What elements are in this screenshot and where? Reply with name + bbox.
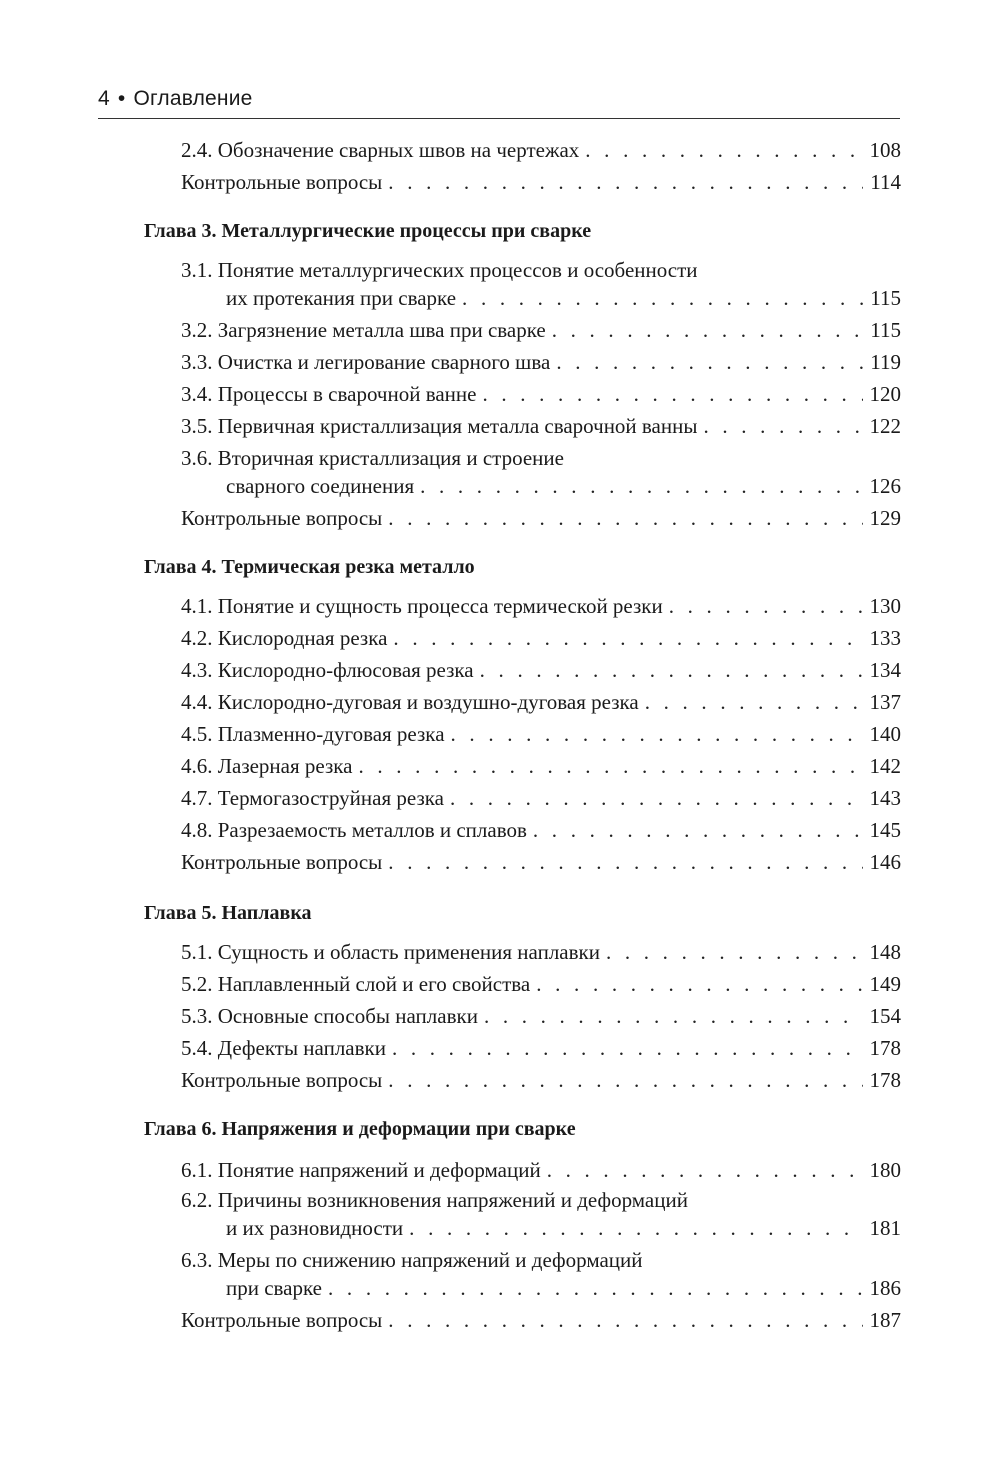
toc-entry-text: 5.4. Дефекты наплавки xyxy=(181,1036,386,1060)
chapter-heading[interactable]: Глава 3. Металлургические процессы при сварке xyxy=(144,220,592,242)
toc-entry-page: 115 xyxy=(870,318,901,342)
toc-leader-dots xyxy=(388,1066,863,1094)
toc-leader-dots xyxy=(462,284,863,312)
toc-leader-dots xyxy=(536,970,863,998)
toc-entry[interactable] xyxy=(181,316,901,344)
toc-entry-page: 142 xyxy=(869,754,901,778)
toc-entry[interactable] xyxy=(181,816,901,844)
toc-entry-text-continued: сварного соединения xyxy=(226,474,415,498)
toc-entry[interactable] xyxy=(181,136,901,164)
header-separator: • xyxy=(117,87,126,110)
toc-entry[interactable] xyxy=(181,784,901,812)
toc-leader-dots xyxy=(547,1156,863,1184)
toc-entry-text: 4.7. Термогазоструйная резка xyxy=(181,786,444,810)
toc-entry[interactable] xyxy=(181,970,901,998)
toc-entry-text: 6.2. Причины возникновения напряжений и деформаций xyxy=(181,1188,688,1212)
toc-entry-text: 5.3. Основные способы наплавки xyxy=(181,1004,478,1028)
toc-entry-text-continued: их протекания при сварке xyxy=(226,286,457,310)
header-title: Оглавление xyxy=(133,87,253,110)
toc-entry-text: Контрольные вопросы xyxy=(181,1068,383,1092)
toc-entry-text-continued: при сварке xyxy=(226,1276,323,1300)
toc-leader-dots xyxy=(388,168,863,196)
toc-entry-page: 154 xyxy=(869,1004,901,1028)
toc-entry-text: 2.4. Обозначение сварных швов на чертежах xyxy=(181,138,580,162)
toc-entry-text: 4.2. Кислородная резка xyxy=(181,626,388,650)
toc-leader-dots xyxy=(409,1214,863,1242)
toc-entry-text: 3.1. Понятие металлургических процессов и особенности xyxy=(181,258,698,282)
toc-leader-dots xyxy=(450,784,863,812)
toc-leader-dots xyxy=(388,1306,863,1334)
toc-entry[interactable] xyxy=(181,380,901,408)
toc-entry[interactable] xyxy=(181,848,901,876)
toc-entry[interactable] xyxy=(181,624,901,652)
toc-leader-dots xyxy=(556,348,863,376)
toc-leader-dots xyxy=(328,1274,863,1302)
toc-entry-text: 6.1. Понятие напряжений и деформаций xyxy=(181,1158,541,1182)
toc-entry-page: 181 xyxy=(869,1216,901,1240)
toc-entry[interactable] xyxy=(181,1306,901,1334)
toc-entry[interactable] xyxy=(181,444,901,500)
toc-entry-text: 3.2. Загрязнение металла шва при сварке xyxy=(181,318,546,342)
toc-entry[interactable] xyxy=(181,1002,901,1030)
toc-entry-text: 4.6. Лазерная резка xyxy=(181,754,353,778)
toc-entry[interactable] xyxy=(181,168,901,196)
toc-entry-page: 148 xyxy=(869,940,901,964)
toc-entry[interactable] xyxy=(181,1156,901,1184)
toc-leader-dots xyxy=(484,1002,863,1030)
toc-leader-dots xyxy=(669,592,863,620)
toc-entry-text: 4.3. Кислородно-флюсовая резка xyxy=(181,658,474,682)
toc-entry-page: 145 xyxy=(869,818,901,842)
toc-entry-page: 186 xyxy=(869,1276,901,1300)
toc-entry-text: 6.3. Меры по снижению напряжений и деформаций xyxy=(181,1248,643,1272)
toc-entry-page: 119 xyxy=(870,350,901,374)
toc-leader-dots xyxy=(393,624,863,652)
toc-entry-text: Контрольные вопросы xyxy=(181,850,383,874)
toc-entry-page: 122 xyxy=(869,414,901,438)
toc-entry[interactable] xyxy=(181,720,901,748)
toc-leader-dots xyxy=(482,380,863,408)
toc-entry-page: 130 xyxy=(869,594,901,618)
toc-entry-page: 114 xyxy=(870,170,901,194)
toc-entry-page: 129 xyxy=(869,506,901,530)
toc-entry-text: 3.5. Первичная кристаллизация металла сварочной ванны xyxy=(181,414,698,438)
toc-entry[interactable] xyxy=(181,412,901,440)
toc-entry-text: 3.3. Очистка и легирование сварного шва xyxy=(181,350,551,374)
toc-entry-page: 133 xyxy=(869,626,901,650)
toc-entry-text: Контрольные вопросы xyxy=(181,170,383,194)
toc-entry-text: 4.1. Понятие и сущность процесса термической резки xyxy=(181,594,663,618)
toc-entry[interactable] xyxy=(181,1066,901,1094)
toc-entry-text: 5.2. Наплавленный слой и его свойства xyxy=(181,972,531,996)
toc-entry-page: 180 xyxy=(869,1158,901,1182)
toc-leader-dots xyxy=(533,816,863,844)
toc-entry-page: 108 xyxy=(869,138,901,162)
toc-leader-dots xyxy=(392,1034,863,1062)
chapter-heading[interactable]: Глава 5. Наплавка xyxy=(144,902,312,924)
toc-leader-dots xyxy=(585,136,863,164)
toc-leader-dots xyxy=(388,504,863,532)
toc-entry-page: 146 xyxy=(869,850,901,874)
toc-leader-dots xyxy=(552,316,863,344)
toc-entry-page: 126 xyxy=(869,474,901,498)
toc-leader-dots xyxy=(645,688,863,716)
toc-entry-page: 178 xyxy=(869,1036,901,1060)
toc-entry-page: 178 xyxy=(869,1068,901,1092)
toc-entry-text: 4.8. Разрезаемость металлов и сплавов xyxy=(181,818,527,842)
toc-entry[interactable] xyxy=(181,938,901,966)
toc-entry-page: 140 xyxy=(869,722,901,746)
toc-entry-page: 115 xyxy=(870,286,901,310)
header-page-number: 4 xyxy=(98,87,110,110)
toc-entry-text: Контрольные вопросы xyxy=(181,1308,383,1332)
toc-entry-text: 4.5. Плазменно-дуговая резка xyxy=(181,722,445,746)
toc-entry[interactable] xyxy=(181,1034,901,1062)
toc-entry-page: 149 xyxy=(869,972,901,996)
toc-entry-text: 5.1. Сущность и область применения наплавки xyxy=(181,940,600,964)
toc-entry-page: 120 xyxy=(869,382,901,406)
toc-entry[interactable] xyxy=(181,592,901,620)
chapter-heading[interactable]: Глава 4. Термическая резка металло xyxy=(144,556,475,578)
toc-leader-dots xyxy=(703,412,863,440)
toc-leader-dots xyxy=(388,848,863,876)
toc-entry-page: 134 xyxy=(869,658,901,682)
toc-leader-dots xyxy=(420,472,863,500)
toc-entry-page: 187 xyxy=(869,1308,901,1332)
toc-entry[interactable] xyxy=(181,256,901,312)
toc-entry[interactable] xyxy=(181,752,901,780)
toc-entry-page: 137 xyxy=(869,690,901,714)
toc-entry-page: 143 xyxy=(869,786,901,810)
toc-entry[interactable] xyxy=(181,1246,901,1302)
chapter-heading[interactable]: Глава 6. Напряжения и деформации при сварке xyxy=(144,1118,576,1140)
toc-leader-dots xyxy=(480,656,863,684)
toc-entry-text: 3.4. Процессы в сварочной ванне xyxy=(181,382,477,406)
toc-leader-dots xyxy=(358,752,863,780)
toc-entry-text: 3.6. Вторичная кристаллизация и строение xyxy=(181,446,564,470)
toc-entry[interactable] xyxy=(181,504,901,532)
toc-entry[interactable] xyxy=(181,348,901,376)
toc-leader-dots xyxy=(451,720,863,748)
toc-entry-text: 4.4. Кислородно-дуговая и воздушно-дуговая резка xyxy=(181,690,639,714)
toc-entry[interactable] xyxy=(181,656,901,684)
toc-entry-text: Контрольные вопросы xyxy=(181,506,383,530)
toc-entry[interactable] xyxy=(181,1186,901,1242)
toc-leader-dots xyxy=(606,938,863,966)
toc-entry[interactable] xyxy=(181,688,901,716)
toc-entry-text-continued: и их разновидности xyxy=(226,1216,404,1240)
